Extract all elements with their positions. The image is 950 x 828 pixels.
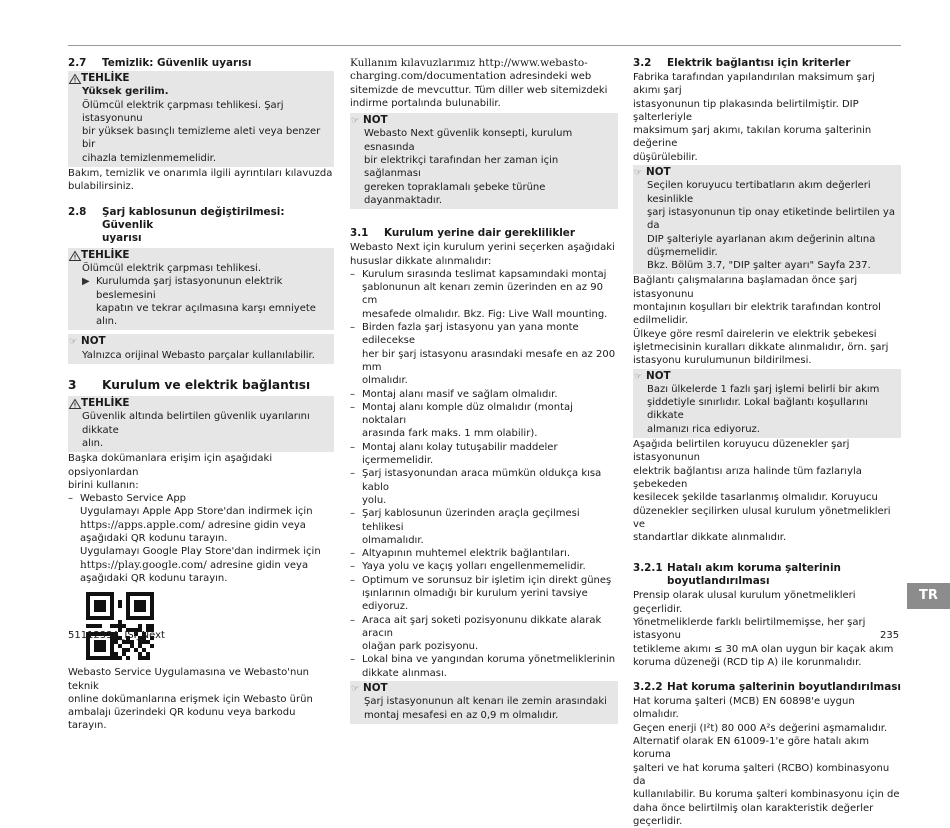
text-line: elektrik bağlantısı arıza halinde tüm fazlarıyla şebekeden <box>633 465 862 490</box>
text-line: Ölümcül elektrik çarpması tehlikesi. <box>82 262 262 274</box>
section-number: 3.1 <box>350 227 369 240</box>
text-line: adresindeki web <box>506 71 592 83</box>
note-heading: NOT <box>363 114 388 127</box>
note-icon: ☞ <box>351 684 360 695</box>
warning-triangle-icon <box>69 74 81 84</box>
section-title: Hat koruma şalterinin boyutlandırılması <box>667 681 901 694</box>
section-title: Kurulum ve elektrik bağlantısı <box>102 378 311 393</box>
list-item: – Lokal bina ve yangından koruma yönetmeliklerinin dikkate alınması. <box>350 654 616 679</box>
text-line: bir yüksek basınçlı temizleme aleti veya benzer bir <box>82 126 321 151</box>
text-line: ambalajı üzerindeki QR kodunu veya barkodu tarayın. <box>68 707 296 732</box>
text-line: Fabrika tarafından yapılandırılan maksimum şarj akımı şarj <box>633 72 875 97</box>
text-line: sitemizde de mevcuttur. Tüm diller web sitemizdeki <box>350 84 608 96</box>
language-tab: TR <box>907 583 950 609</box>
bullet-item <box>82 275 330 328</box>
note-icon: ☞ <box>351 116 360 127</box>
danger-box <box>68 248 334 331</box>
note-heading: NOT <box>81 335 106 348</box>
danger-heading: TEHLİKE <box>81 397 130 410</box>
column-middle <box>350 57 618 724</box>
text-line: Yönetmeliklerde farklı belirtilmemişse, her şarj istasyonu <box>633 616 866 642</box>
list-item: – Şarj istasyonundan araca mümkün oldukça kısa kablo yolu. <box>350 468 602 506</box>
text-line: şiddetiyle sınırlıdır. Lokal bağlantı koşullarını dikkate <box>647 397 868 422</box>
section-heading-3-2-2 <box>633 681 901 694</box>
text-line: aşağıdaki QR kodunu tarayın. <box>80 533 228 545</box>
text-line: Bağlantı çalışmalarına başlamadan önce şarj istasyonunu <box>633 275 858 300</box>
text-line: koruma düzeneği (RCD tip A) ile korunmalıdır. <box>633 656 862 668</box>
note-icon: ☞ <box>634 168 643 179</box>
text-line: Prensip olarak ulusal kurulum yönetmelikleri geçerlidir. <box>633 590 856 615</box>
danger-subheading: Yüksek gerilim. <box>82 86 169 98</box>
section-heading-3-2 <box>633 57 901 70</box>
section-number: 3.2.1 <box>633 562 663 575</box>
text-line: kapatın ve tekrar açılmasına karşı emniyete alın. <box>96 302 316 328</box>
note-heading: NOT <box>646 166 671 179</box>
text-line: DIP şalteriyle ayarlanan akım değerinin altına <box>647 233 876 245</box>
text-line: montaj mesafesi en az 0,9 m olmalıdır. <box>364 709 559 721</box>
text-line: tetikleme akımı ≤ 30 mA olan uygun bir kaçak akım <box>633 643 894 655</box>
text-line: Güvenlik altında belirtilen güvenlik uyarılarını dikkate <box>82 411 310 436</box>
text-line: hususlar dikkate alınmalıdır: <box>350 255 492 267</box>
section-number: 2.7 <box>68 57 87 69</box>
section-heading-3 <box>68 378 334 393</box>
list-item: – Birden fazla şarj istasyonu yan yana monte edilecekse her bir şarj istasyonu arasındaki mesafe en az 200 mm olmalıdır. <box>350 322 616 387</box>
list-item: – Montaj alanı komple düz olmalıdır (montaj noktaları arasında fark maks. 1 mm olabilir). <box>350 401 573 440</box>
section-heading-3-1 <box>350 227 618 240</box>
page-number: 235 <box>880 630 900 641</box>
text-line: adresine gidin veya <box>204 519 306 531</box>
list-item: – Şarj kablosunun üzerinden araçla geçilmesi tehlikesi olmamalıdır. <box>350 508 580 546</box>
column-right <box>633 57 901 828</box>
google-play-link[interactable]: https://play.google.com/ <box>80 558 207 571</box>
section-title: Temizlik: Güvenlik uyarısı <box>102 57 252 69</box>
section-title: Hatalı akım koruma şalterinin <box>667 562 841 575</box>
danger-box <box>68 71 334 167</box>
section-title: Kurulum yerine dair gereklilikler <box>384 227 575 240</box>
text-line: birini kullanın: <box>68 479 139 491</box>
section-number: 2.8 <box>68 205 87 218</box>
text-line: Aşağıda belirtilen koruyucu düzenekler şarj istasyonunun <box>633 439 850 464</box>
section-heading-2-8 <box>68 206 334 245</box>
text-line: düşmemelidir. <box>647 246 718 258</box>
qr-code-image[interactable] <box>86 592 154 660</box>
text-line: Webasto Service Uygulamasına ve Webasto'nun teknik <box>68 667 310 692</box>
section-number: 3 <box>68 378 77 393</box>
note-box <box>350 113 618 209</box>
list-item: – Optimum ve sorunsuz bir işletim için direkt güneş ışınlarının olmadığı bir kurulum yerini tavsiye ediyoruz. <box>350 574 612 613</box>
text-line: istasyonunun tip plakasında belirtilmiştir. DIP şalterleriyle <box>633 98 859 123</box>
text-line: kullanılabilir. Bu koruma şalteri kombinasyonu için de <box>633 789 900 801</box>
text-line: bir elektrikçi tarafından her zaman için sağlanması <box>364 155 559 180</box>
text-line: Webasto Service App <box>80 493 187 505</box>
list-item: – Altyapının muhtemel elektrik bağlantıları. <box>350 548 571 560</box>
cross-reference[interactable]: Bkz. Bölüm 3.7, "DIP şalter ayarı" Sayfa 237. <box>647 260 871 272</box>
text-line: Başka dokümanlara erişim için aşağıdaki opsiyonlardan <box>68 453 273 478</box>
text-line: standartlar dikkate alınmalıdır. <box>633 532 787 544</box>
list-item: – Araca ait şarj soketi pozisyonunu dikkate alarak aracın olağan park pozisyonu. <box>350 614 602 653</box>
text-line: düşürülebilir. <box>633 151 698 163</box>
note-box <box>633 165 901 274</box>
text-line: Alternatif olarak EN 61009-1'e göre hatalı akım koruma <box>633 736 869 761</box>
list-item: – Montaj alanı kolay tutuşabilir maddeler içermemelidir. <box>350 441 558 467</box>
text-line: almanızı rica ediyoruz. <box>647 423 760 435</box>
note-box <box>68 334 334 364</box>
text-line: alın. <box>82 437 104 449</box>
warning-triangle-icon <box>69 399 81 409</box>
text-line: aşağıdaki QR kodunu tarayın. <box>80 572 228 584</box>
arrow-bullet-icon: ▶ <box>82 276 90 288</box>
note-box <box>350 681 618 724</box>
text-line: Bakım, temizlik ve onarımla ilgili ayrıntıları kılavuzda <box>68 168 333 180</box>
header-rule <box>68 45 901 46</box>
text-line: Şarj istasyonunun alt kenarı ile zemin arasındaki <box>364 696 607 708</box>
text-line: bulabilirsiniz. <box>68 181 134 193</box>
list-item: – Montaj alanı masif ve sağlam olmalıdır. <box>350 388 558 400</box>
text-line: online dokümanlarına erişmek için Webasto ürün <box>68 693 313 705</box>
list-item: – Yaya yolu ve kaçış yolları engellenmemelidir. <box>350 561 586 573</box>
note-box <box>633 369 901 438</box>
section-title: boyutlandırılması <box>667 575 770 588</box>
text-line: montajının koşulları bir elektrik tarafından kontrol <box>633 302 881 314</box>
section-title: Şarj kablosunun değiştirilmesi: Güvenlik <box>102 205 285 231</box>
dash-marker: – <box>68 493 73 505</box>
text-line: Ölümcül elektrik çarpması tehlikesi. Şarj istasyonunu <box>82 99 284 124</box>
text-line: daha önce belirtilmiş olan karakteristik değerler geçerlidir. <box>633 802 874 827</box>
text-line: Uygulamayı Google Play Store'dan indirmek için <box>80 546 321 558</box>
text-line: şarj istasyonunun tip onay etiketinde belirtilen ya da <box>647 206 895 232</box>
footer-doc-id: 5111233A_ISI_Next <box>68 630 165 641</box>
section-number: 3.2 <box>633 57 652 69</box>
text-line: edilmelidir. <box>633 315 689 327</box>
text-line: adresine gidin veya <box>206 559 309 571</box>
text-line: Kurulumda şarj istasyonunun elektrik beslemesini <box>96 276 283 301</box>
text-line: indirme portalında bulunabilir. <box>350 97 501 109</box>
text-line: Webasto Next için kurulum yerini seçerken aşağıdaki <box>350 242 615 254</box>
text-line: gereken topraklamalı şebeke türüne dayanmaktadır. <box>364 181 546 206</box>
section-heading-2-7 <box>68 57 334 70</box>
text-line: düzenekler seçilirken ulusal kurulum yönetmelikleri ve <box>633 505 891 530</box>
text-line: Ülkeye göre resmî dairelerin ve elektrik şebekesi <box>633 328 877 340</box>
text-line: Geçen enerji (I²t) 80 000 A²s değerini aşmamalıdır. <box>633 722 888 734</box>
section-title: uyarısı <box>102 231 142 244</box>
danger-heading: TEHLİKE <box>81 72 130 84</box>
text-line: şalteri ve hat koruma şalteri (RCBO) kombinasyonu da <box>633 762 890 787</box>
text-line: Seçilen koruyucu tertibatların akım değerleri kesinlikle <box>647 180 871 205</box>
text-line: maksimum şarj akımı, takılan koruma şalterinin değerine <box>633 125 872 150</box>
text-line: Yalnızca orijinal Webasto parçalar kullanılabilir. <box>82 349 315 361</box>
note-heading: NOT <box>363 682 388 695</box>
apple-store-link[interactable]: https://apps.apple.com/ <box>80 518 205 531</box>
text-line: Kullanım kılavuzlarımız http://www.webasto- <box>350 57 588 69</box>
note-icon: ☞ <box>634 371 643 382</box>
danger-box <box>68 396 334 452</box>
list-item <box>68 492 334 505</box>
text-line: istasyonu kurulumunun bildirilmesi. <box>633 355 812 367</box>
text-line: Uygulamayı Apple App Store'dan indirmek için <box>80 506 313 518</box>
section-heading-3-2-1 <box>633 562 901 588</box>
note-icon: ☞ <box>69 337 78 348</box>
text-line: işletmecisinin kuralları dikkate alınmalıdır, örn. şarj <box>633 341 889 353</box>
text-line: kesilecek şekilde tasarlanmış olmalıdır. Koruyucu <box>633 492 878 504</box>
section-number: 3.2.2 <box>633 681 663 694</box>
text-line: Webasto Next güvenlik konsepti, kurulum esnasında <box>364 128 573 153</box>
warning-triangle-icon <box>69 251 81 261</box>
section-title: Elektrik bağlantısı için kriterler <box>667 57 851 69</box>
note-heading: NOT <box>646 369 671 382</box>
list-item: – Kurulum sırasında teslimat kapsamındaki montaj şablonunun alt kenarı zemin üzerinden en az 90 cm mesafede olmalıdır. Bkz. Fig: Live Wall mounting. <box>350 268 608 320</box>
text-line: Hat koruma şalteri (MCB) EN 60898'e uygun olmalıdır. <box>633 696 855 721</box>
text-line: cihazla temizlenmemelidir. <box>82 152 217 164</box>
danger-heading: TEHLİKE <box>81 248 130 261</box>
documentation-link[interactable]: charging.com/documentation <box>350 70 507 83</box>
text-line: Bazı ülkelerde 1 fazlı şarj işlemi belirli bir akım <box>647 383 880 395</box>
